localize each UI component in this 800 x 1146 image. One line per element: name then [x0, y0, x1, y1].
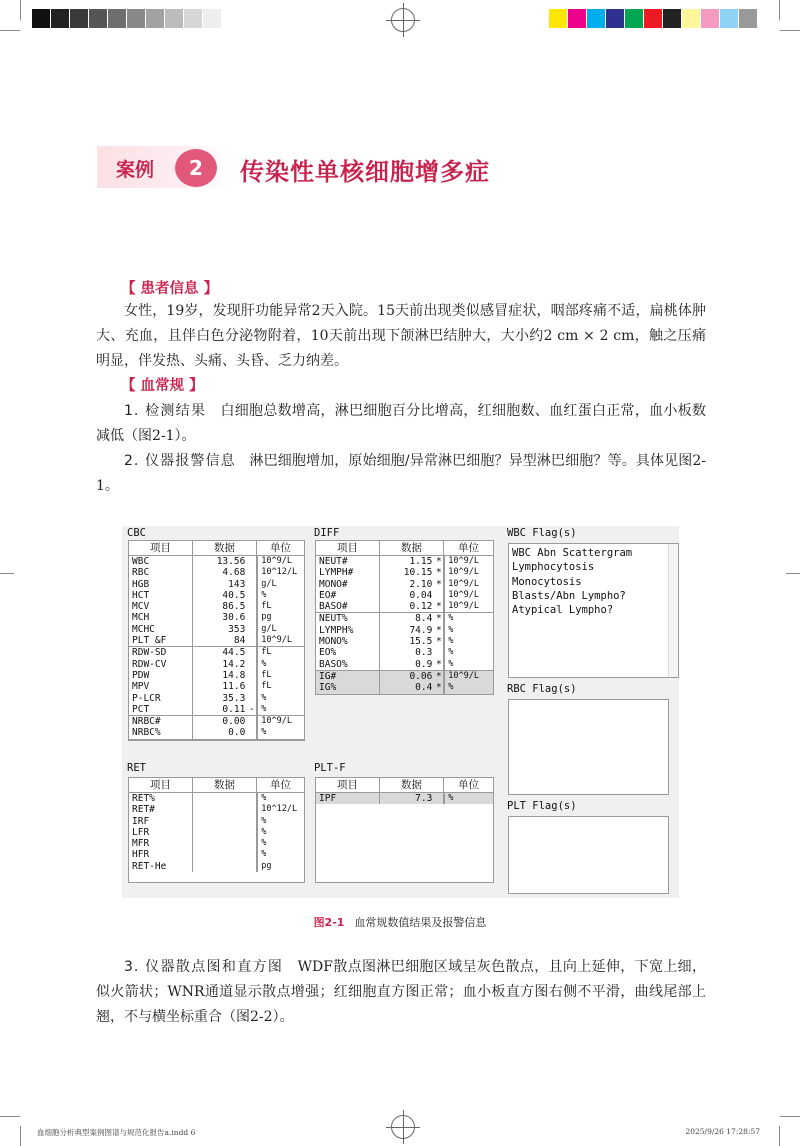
param-value: 15.5	[409, 636, 433, 648]
param-flag	[247, 624, 257, 635]
param-unit: g/L	[257, 624, 304, 635]
param-value: 44.5	[222, 647, 246, 659]
header-item: 项目	[316, 541, 380, 555]
ret-panel-title: RET	[127, 762, 146, 774]
param-value: 8.4	[415, 613, 433, 625]
param-flag	[247, 849, 257, 860]
scatter-lead: 3. 仪器散点图和直方图	[124, 959, 284, 975]
param-name: HCT	[129, 590, 193, 601]
footer-file-name: 血细胞分析典型案例图谱与规范化报告a.indd 6	[37, 1128, 196, 1137]
header-item: 项目	[129, 541, 193, 555]
table-row	[129, 567, 304, 578]
param-flag: *	[434, 579, 444, 590]
param-flag	[247, 716, 257, 727]
param-flag	[247, 556, 257, 567]
param-flag	[247, 601, 257, 612]
crop-mark	[780, 30, 800, 31]
wbc-flag-item[interactable]: Lymphocytosis	[512, 561, 595, 574]
param-unit: %	[257, 793, 304, 804]
scatter-text: WDF散点图淋巴细胞区域呈灰色散点，且向上延伸，下宽上细，似火箭状；WNR通道显示散点增强；红细胞直方图正常；血小板直方图右侧不平滑，曲线尾部上翘，不与横坐标重合（图2-2）。	[96, 959, 706, 1025]
param-flag	[247, 838, 257, 849]
scatter-paragraph	[96, 955, 706, 1030]
param-flag	[247, 804, 257, 815]
param-value: 11.6	[222, 681, 246, 693]
param-value: 7.3	[415, 793, 433, 804]
header-item: 项目	[129, 778, 193, 792]
param-name: BASO%	[316, 659, 380, 670]
color-swatch	[625, 9, 644, 28]
gray-swatch-row	[32, 9, 222, 28]
table-row	[129, 601, 304, 612]
param-value: 40.5	[222, 589, 246, 601]
param-value: 35.3	[222, 692, 246, 704]
param-unit: fL	[257, 601, 304, 612]
param-name: RET#	[129, 804, 193, 815]
patient-info-text: 女性，19岁，发现肝功能异常2天入院。15天前出现类似感冒症状，咽部疼痛不适，扁桃体肿大、充血，且伴白色分泌物附着，10天前出现下颌淋巴结肿大，大小约2 cm × 2 cm，触之压痛明显，伴发热、头痛、头昏、乏力纳差。	[96, 303, 706, 369]
crop-mark	[0, 1116, 20, 1117]
param-name: IRF	[129, 816, 193, 827]
table-row	[129, 793, 304, 804]
color-swatch	[165, 9, 184, 28]
param-flag	[247, 659, 257, 670]
param-name: RET%	[129, 793, 193, 804]
param-unit: %	[257, 849, 304, 860]
case-number-badge: 2	[175, 149, 217, 187]
param-value: 84	[233, 635, 246, 647]
param-unit: 10^9/L	[444, 579, 493, 590]
wbc-flags-list[interactable]	[508, 543, 679, 678]
param-flag	[247, 816, 257, 827]
figure-caption-text: 血常规数值结果及报警信息	[354, 916, 487, 929]
crop-mark	[779, 0, 780, 20]
crop-mark	[0, 573, 14, 574]
color-swatch	[549, 9, 568, 28]
param-flag	[247, 579, 257, 590]
param-name: P-LCR	[129, 693, 193, 704]
param-flag	[247, 861, 257, 872]
param-unit: %	[257, 816, 304, 827]
param-unit: 10^9/L	[444, 601, 493, 612]
color-swatch	[146, 9, 165, 28]
registration-mark-bottom	[391, 1115, 415, 1139]
param-flag: *	[434, 682, 444, 693]
param-flag: *	[434, 556, 444, 567]
color-swatch	[644, 9, 663, 28]
header-item: 项目	[316, 778, 380, 792]
param-value: 143	[228, 578, 246, 590]
plt-flags-title: PLT Flag(s)	[507, 800, 577, 812]
param-flag	[434, 647, 444, 658]
header-data: 数据	[380, 778, 444, 792]
param-value: 0.06	[409, 670, 433, 682]
param-flag: *	[434, 625, 444, 636]
table-row	[129, 704, 304, 716]
param-name: NRBC%	[129, 727, 193, 738]
param-name: RBC	[129, 567, 193, 578]
table-row	[129, 827, 304, 838]
table-row	[129, 804, 304, 815]
param-flag: *	[434, 613, 444, 624]
crop-mark	[20, 0, 21, 20]
param-value: 86.5	[222, 601, 246, 613]
param-name: NRBC#	[129, 716, 193, 727]
param-name: MONO%	[316, 636, 380, 647]
table-row	[129, 659, 304, 670]
crop-mark	[20, 1126, 21, 1146]
figure-number: 图2-1	[313, 916, 345, 929]
table-row	[129, 861, 304, 872]
diff-table	[315, 540, 494, 695]
param-unit: 10^9/L	[444, 567, 493, 578]
result-paragraph	[96, 399, 706, 449]
figure-caption	[0, 914, 800, 930]
footer-timestamp: 2025/9/26 17:28:57	[685, 1127, 760, 1136]
param-flag	[247, 827, 257, 838]
param-unit: %	[444, 625, 493, 636]
param-value: 0.00	[222, 716, 246, 728]
param-flag: -	[247, 704, 257, 715]
color-swatch	[32, 9, 51, 28]
color-swatch	[568, 9, 587, 28]
table-row	[316, 567, 493, 578]
color-swatch	[127, 9, 146, 28]
crop-mark	[780, 1116, 800, 1117]
param-name: IPF	[316, 793, 380, 804]
table-row	[316, 625, 493, 636]
param-name: HGB	[129, 579, 193, 590]
param-name: LFR	[129, 827, 193, 838]
param-name: HFR	[129, 849, 193, 860]
table-row	[129, 590, 304, 601]
color-swatch	[89, 9, 108, 28]
param-value: 10.15	[403, 567, 433, 579]
param-value: 74.9	[409, 624, 433, 636]
param-value: 0.9	[415, 658, 433, 670]
param-unit: %	[257, 727, 304, 738]
pltf-table	[315, 777, 494, 883]
param-flag	[247, 670, 257, 681]
param-name: PLT &F	[129, 635, 193, 646]
wbc-flag-item[interactable]: WBC Abn Scattergram	[512, 547, 633, 559]
header-data: 数据	[193, 541, 257, 555]
param-unit: 10^12/L	[257, 567, 304, 578]
param-name: MFR	[129, 838, 193, 849]
color-swatch	[184, 9, 203, 28]
param-unit: 10^9/L	[444, 671, 493, 682]
table-header	[129, 778, 304, 793]
param-value: 14.8	[222, 669, 246, 681]
param-unit: 10^9/L	[444, 556, 493, 567]
table-row	[316, 579, 493, 590]
param-name: MPV	[129, 681, 193, 692]
table-row	[129, 579, 304, 590]
param-unit: fL	[257, 670, 304, 681]
rbc-flags-list[interactable]	[508, 699, 669, 795]
param-name: RDW-CV	[129, 659, 193, 670]
param-value: 2.10	[409, 578, 433, 590]
param-flag: *	[434, 659, 444, 670]
blood-routine-heading: 【 血常规 】	[121, 378, 204, 394]
table-row	[129, 716, 304, 727]
param-value: 1.15	[409, 556, 433, 567]
param-name: RDW-SD	[129, 647, 193, 658]
ret-table	[128, 777, 305, 883]
param-name: MCHC	[129, 624, 193, 635]
param-name: IG%	[316, 682, 380, 693]
param-name: MONO#	[316, 579, 380, 590]
param-name: RET-He	[129, 861, 193, 872]
header-data: 数据	[380, 541, 444, 555]
param-unit: 10^9/L	[444, 590, 493, 601]
param-unit: %	[257, 838, 304, 849]
table-row	[129, 727, 304, 739]
param-value: 0.04	[409, 589, 433, 601]
table-row	[129, 670, 304, 681]
color-swatch	[51, 9, 70, 28]
table-row	[129, 681, 304, 692]
param-flag	[434, 793, 444, 804]
param-unit: pg	[257, 612, 304, 623]
color-swatch-row	[549, 9, 758, 28]
param-flag	[247, 567, 257, 578]
crop-mark	[0, 30, 20, 31]
param-flag: *	[434, 636, 444, 647]
patient-info-heading: 【 患者信息 】	[121, 281, 219, 297]
table-row	[129, 816, 304, 827]
param-flag	[247, 612, 257, 623]
table-row	[129, 635, 304, 647]
table-row	[129, 693, 304, 704]
param-value	[193, 861, 248, 872]
param-flag: *	[434, 567, 444, 578]
param-unit: %	[444, 682, 493, 693]
param-unit: 10^9/L	[257, 716, 304, 727]
param-unit: %	[257, 827, 304, 838]
table-row	[316, 793, 493, 804]
table-row	[316, 682, 493, 693]
table-row	[129, 612, 304, 623]
crop-mark	[779, 1126, 780, 1146]
param-value	[193, 816, 248, 827]
table-row	[316, 590, 493, 601]
color-swatch	[203, 9, 222, 28]
table-row	[316, 636, 493, 647]
param-unit: %	[444, 636, 493, 647]
param-value	[193, 804, 248, 815]
alarm-text: 淋巴细胞增加，原始细胞/异常淋巴细胞？异型淋巴细胞？等。具体见图2-1。	[96, 453, 706, 494]
param-flag	[247, 693, 257, 704]
table-row	[129, 849, 304, 860]
param-flag	[247, 590, 257, 601]
color-swatch	[739, 9, 758, 28]
param-value	[193, 838, 248, 849]
header-unit: 单位	[458, 779, 479, 791]
wbc-flags-title: WBC Flag(s)	[507, 527, 577, 539]
param-value: 0.3	[415, 647, 433, 659]
table-row	[129, 647, 304, 658]
param-name: LYMPH%	[316, 625, 380, 636]
param-value: 353	[228, 623, 246, 635]
param-flag	[247, 647, 257, 658]
param-name: NEUT%	[316, 613, 380, 624]
param-value: 14.2	[222, 658, 246, 670]
color-swatch	[587, 9, 606, 28]
table-row	[316, 601, 493, 613]
table-row	[316, 671, 493, 682]
header-unit: 单位	[458, 542, 479, 554]
rbc-flags-title: RBC Flag(s)	[507, 683, 577, 695]
param-value: 13.56	[216, 556, 246, 567]
param-unit: fL	[257, 681, 304, 692]
param-name: IG#	[316, 671, 380, 682]
registration-mark-top	[391, 8, 415, 32]
table-row	[129, 838, 304, 849]
color-swatch	[606, 9, 625, 28]
param-unit: g/L	[257, 579, 304, 590]
wbc-flag-item[interactable]: Atypical Lympho?	[512, 604, 614, 617]
param-unit: %	[257, 590, 304, 601]
param-unit: %	[257, 659, 304, 670]
alarm-paragraph	[96, 449, 706, 499]
color-swatch	[682, 9, 701, 28]
param-name: PCT	[129, 704, 193, 715]
param-value: 0.11	[222, 703, 246, 715]
param-unit: 10^9/L	[257, 635, 304, 646]
crop-mark	[786, 573, 800, 574]
param-value: 4.68	[222, 567, 246, 579]
param-flag	[247, 727, 257, 738]
param-name: WBC	[129, 556, 193, 567]
param-flag: *	[434, 671, 444, 682]
param-flag: *	[434, 601, 444, 612]
table-header	[316, 541, 493, 556]
param-name: EO%	[316, 647, 380, 658]
param-flag	[434, 590, 444, 601]
color-swatch	[720, 9, 739, 28]
table-header	[129, 541, 304, 556]
param-unit: %	[444, 647, 493, 658]
param-unit: %	[257, 693, 304, 704]
table-row	[316, 659, 493, 671]
color-swatch	[108, 9, 127, 28]
scrollbar[interactable]	[668, 544, 678, 677]
table-row	[316, 613, 493, 624]
param-unit: %	[444, 613, 493, 624]
wbc-flag-item[interactable]: Blasts/Abn Lympho?	[512, 589, 626, 602]
param-flag	[247, 793, 257, 804]
param-unit: 10^9/L	[257, 556, 304, 567]
param-name: MCV	[129, 601, 193, 612]
param-name: BASO#	[316, 601, 380, 612]
param-unit: 10^12/L	[257, 804, 304, 815]
table-row	[129, 624, 304, 635]
param-name: EO#	[316, 590, 380, 601]
color-swatch	[70, 9, 89, 28]
param-value: 0.12	[409, 601, 433, 613]
header-data: 数据	[193, 778, 257, 792]
cbc-table	[128, 540, 305, 741]
param-unit: %	[444, 659, 493, 670]
color-swatch	[663, 9, 682, 28]
param-flag	[247, 635, 257, 646]
param-unit: %	[257, 704, 304, 715]
param-name: LYMPH#	[316, 567, 380, 578]
table-row	[129, 556, 304, 567]
analyzer-screenshot	[122, 526, 679, 898]
param-value	[193, 793, 248, 804]
table-row	[316, 647, 493, 658]
header-unit: 单位	[270, 542, 291, 554]
param-name: PDW	[129, 670, 193, 681]
color-swatch	[701, 9, 720, 28]
plt-flags-list[interactable]	[508, 816, 669, 894]
param-value: 0.4	[415, 682, 433, 694]
param-name: MCH	[129, 612, 193, 623]
param-name: NEUT#	[316, 556, 380, 567]
table-header	[316, 778, 493, 793]
diff-panel-title: DIFF	[314, 527, 340, 539]
case-title: 传染性单核细胞增多症	[240, 158, 490, 186]
case-label: 案例	[116, 159, 155, 181]
param-flag	[247, 681, 257, 692]
result-lead: 1. 检测结果	[124, 403, 207, 419]
alarm-lead: 2. 仪器报警信息	[124, 453, 236, 469]
pltf-panel-title: PLT-F	[314, 762, 346, 774]
param-value: 30.6	[222, 612, 246, 624]
param-unit: pg	[257, 861, 304, 872]
param-unit: %	[444, 793, 493, 804]
param-value: 0.0	[228, 727, 246, 739]
wbc-flag-item[interactable]: Monocytosis	[512, 575, 582, 588]
table-row	[316, 556, 493, 567]
cbc-panel-title: CBC	[127, 527, 146, 539]
param-unit: fL	[257, 647, 304, 658]
header-unit: 单位	[270, 779, 291, 791]
param-value	[193, 849, 248, 860]
param-value	[193, 827, 248, 838]
result-text: 白细胞总数增高，淋巴细胞百分比增高，红细胞数、血红蛋白正常，血小板数减低（图2-1）。	[96, 403, 706, 444]
